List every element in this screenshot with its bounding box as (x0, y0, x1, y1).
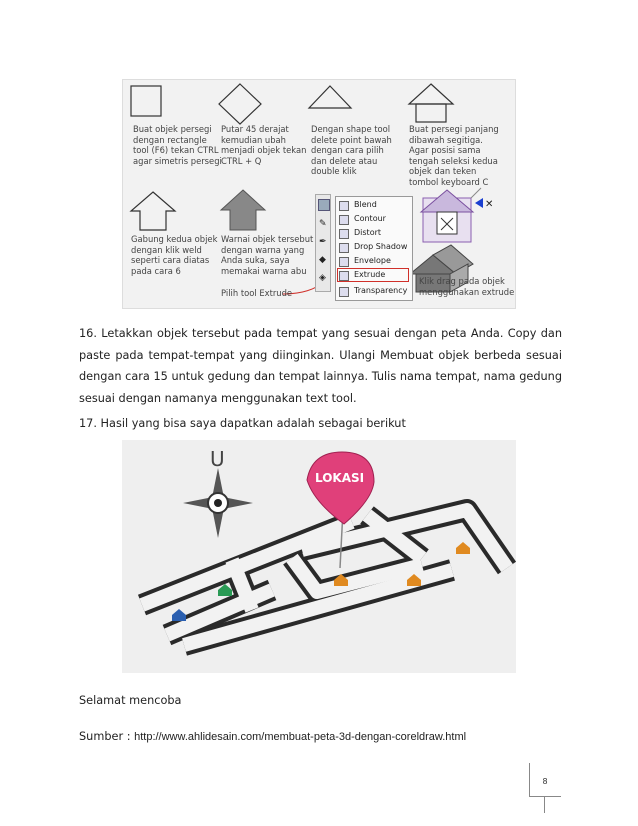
menu-item-extrude[interactable]: Extrude (338, 269, 408, 281)
caption-step-5: Gabung kedua objek dengan klik weld seperti cara diatas pada cara 6 (131, 234, 218, 276)
map-figure (122, 440, 516, 673)
interactive-tool-icon (318, 199, 330, 211)
tool-flyout-bar (315, 194, 331, 292)
building-orange-3 (456, 542, 470, 554)
menu-item-envelope[interactable]: Envelope (354, 255, 391, 267)
pen-icon: ✒ (319, 237, 327, 247)
house-body-shape (416, 104, 446, 122)
menu-item-distort[interactable]: Distort (354, 227, 381, 239)
welded-house-shape (131, 192, 175, 230)
step-16-paragraph: 16. Letakkan objek tersebut pada tempat yang sesuai dengan peta Anda. Copy dan paste pada tempat-tempat yang diinginkan. Ulangi Membuat objek berbeda sesuai dengan cara 15 untuk gedung dan tempat lainnya. Tulis nama tempat, nama gedung sesuai dengan namanya menggunakan text tool. (79, 327, 562, 405)
building-blue (172, 609, 186, 621)
closing-text: Selamat mencoba (79, 694, 182, 707)
triangle-shape (309, 86, 351, 108)
diamond-shape (219, 84, 261, 124)
compass-rose (183, 468, 253, 538)
drop-shadow-icon (339, 243, 349, 253)
caption-step-1: Buat objek persegi dengan rectangle tool (F6) tekan CTRL agar simetris persegi (133, 124, 222, 166)
map-drawing (122, 440, 516, 673)
svg-text:✕: ✕ (485, 199, 494, 210)
page-number-box (529, 763, 561, 797)
contour-icon (339, 215, 349, 225)
source-link[interactable]: http://www.ahlidesain.com/membuat-peta-3d-dengan-coreldraw.html (134, 731, 467, 743)
extrude-preview (421, 188, 493, 242)
envelope-icon (339, 257, 349, 267)
caption-step-7: Pilih tool Extrude (221, 288, 293, 298)
house-roof-shape (409, 84, 453, 104)
caption-step-6: Warnai objek tersebut dengan warna yang Anda suka, saya memakai warna abu (221, 234, 314, 276)
compass-north-label: U (210, 447, 225, 471)
page-number: 8 (542, 777, 548, 786)
interactive-fill-icon: ◈ (319, 273, 326, 283)
blend-icon (339, 201, 349, 211)
menu-item-transparency[interactable]: Transparency (354, 285, 407, 297)
menu-item-drop-shadow[interactable]: Drop Shadow (354, 241, 407, 253)
effects-menu (335, 196, 413, 301)
fill-icon: ◆ (319, 255, 326, 265)
grey-house-shape (221, 190, 265, 230)
caption-step-3: Dengan shape tool delete point bawah dengan cara pilih dan delete atau double klik (311, 124, 392, 177)
source-label: Sumber : (79, 730, 135, 743)
menu-item-blend[interactable]: Blend (354, 199, 377, 211)
source-line (79, 730, 466, 743)
caption-step-4: Buat persegi panjang dibawah segitiga. Agar posisi sama tengah seleksi kedua objek dan teken tombol keyboard C (409, 124, 499, 187)
tutorial-figure (122, 79, 516, 309)
distort-icon (339, 229, 349, 239)
pin-label: LOKASI (315, 471, 365, 485)
page-number-rule (544, 797, 545, 813)
square-shape (131, 86, 161, 116)
step-17-paragraph: 17. Hasil yang bisa saya dapatkan adalah sebagai berikut (79, 417, 406, 430)
eyedropper-icon: ✎ (319, 219, 327, 229)
road-network (142, 510, 507, 645)
caption-step-8: Klik drag pada objek menggunakan extrude (419, 276, 515, 297)
extrude-icon (339, 271, 349, 281)
transparency-icon (339, 287, 349, 297)
caption-step-2: Putar 45 derajat kemudian ubah menjadi objek tekan CTRL + Q (221, 124, 307, 166)
menu-item-contour[interactable]: Contour (354, 213, 386, 225)
